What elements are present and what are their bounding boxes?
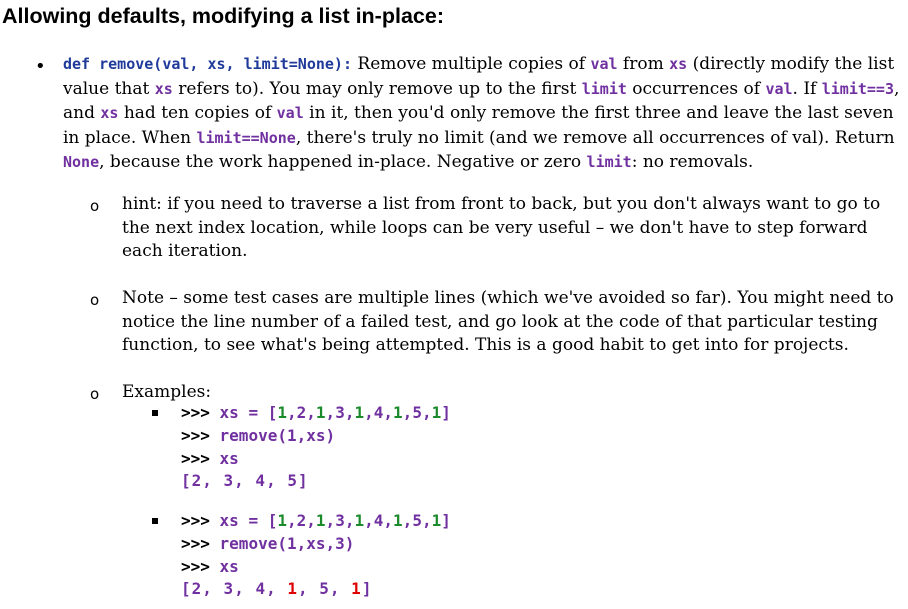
text-run: . If xyxy=(792,78,822,99)
call-text: remove(1,xs) xyxy=(209,426,336,445)
list-separator: , xyxy=(286,511,297,530)
result-item: 1 xyxy=(351,579,362,598)
list-separator: , xyxy=(421,403,432,422)
prompt: >>> xyxy=(181,534,210,553)
remove-description xyxy=(63,52,901,175)
list-item: 2 xyxy=(296,511,307,530)
note-text: Note – some test cases are multiple lines (which we've avoided so far). You might need to notice the line number of a failed test, and go look at the code of that particular testing function, to see what's being attempted. This is a good habit to get into for projects. xyxy=(122,288,894,355)
hint-bullet: o xyxy=(90,197,100,215)
list-item: 4 xyxy=(373,511,384,530)
list-item: 1 xyxy=(431,403,442,422)
list-separator: , xyxy=(402,403,413,422)
example-2-result-items xyxy=(192,579,362,598)
text-run: , there's truly no limit (and we remove all occurrences of val). Return xyxy=(295,127,895,148)
code-xs: xs xyxy=(100,104,119,123)
function-signature: def remove(val, xs, limit=None): xyxy=(63,55,352,73)
code-none: None xyxy=(63,153,100,172)
list-separator: , xyxy=(383,403,394,422)
list-separator: , xyxy=(402,511,413,530)
call-text: remove(1,xs,3) xyxy=(209,534,355,553)
result-item: 2 xyxy=(191,579,203,598)
list-item: 1 xyxy=(354,511,365,530)
example-2-bullet xyxy=(152,518,158,524)
result-separator: , xyxy=(266,579,288,598)
text-run: , and xyxy=(63,78,900,124)
hint-text: hint: if you need to traverse a list from front to back, but you don't always want to go to the next index location, while loops can be very useful – we don't have to step forward each iteration. xyxy=(122,194,881,261)
text-run: had ten copies of xyxy=(118,103,277,124)
text-run: , because the work happened in-place. Negative or zero xyxy=(99,152,587,173)
text-run: from xyxy=(617,54,670,74)
example-1-call-line xyxy=(181,426,335,446)
example-1-bullet xyxy=(152,410,158,416)
list-close: ] xyxy=(441,403,451,422)
result-close: ] xyxy=(361,579,373,598)
text-run: refers to). You may only remove up to the first xyxy=(172,78,582,99)
example-2-list-items xyxy=(277,511,441,530)
list-item: 3 xyxy=(335,511,345,530)
list-separator: , xyxy=(344,403,355,422)
list-item: 1 xyxy=(277,511,287,530)
result-item: 4 xyxy=(255,579,267,598)
list-separator: , xyxy=(383,511,394,530)
result-separator: , xyxy=(329,579,352,598)
result-item: 5 xyxy=(319,579,330,598)
prompt: >>> xyxy=(181,449,210,468)
list-item: 2 xyxy=(296,403,307,422)
example-2-show-line xyxy=(181,557,239,577)
example-2-assign-line xyxy=(181,511,451,531)
list-separator: , xyxy=(364,403,374,422)
list-item: 1 xyxy=(277,403,287,422)
code-xs: xs xyxy=(669,55,688,73)
assign-text: xs = xyxy=(209,403,268,422)
examples-label: Examples: xyxy=(122,382,212,402)
text-run: (directly modify the list value that xyxy=(63,54,895,99)
list-item: 1 xyxy=(354,403,365,422)
list-item: 5 xyxy=(412,511,422,530)
list-item: 5 xyxy=(412,403,422,422)
bullet-dot: • xyxy=(35,56,46,77)
text-run: Remove multiple copies of xyxy=(351,54,591,74)
prompt: >>> xyxy=(181,426,210,445)
result-separator: , xyxy=(298,579,320,598)
list-open: [ xyxy=(267,403,278,422)
page-heading: Allowing defaults, modifying a list in-place: xyxy=(2,4,444,28)
list-separator: , xyxy=(421,511,432,530)
prompt: >>> xyxy=(181,557,210,576)
list-item: 3 xyxy=(335,403,345,422)
example-1-assign-line xyxy=(181,403,451,423)
text-run: : no removals. xyxy=(631,152,754,173)
result-item: 3 xyxy=(223,579,235,598)
list-close: ] xyxy=(441,511,451,530)
text-run: occurrences of xyxy=(626,78,766,99)
example-2-result xyxy=(181,579,372,599)
code-limit-eq-3: limit==3 xyxy=(821,79,894,98)
example-2-call-line xyxy=(181,534,354,554)
code-limit-eq-none: limit==None xyxy=(196,128,296,147)
list-separator: , xyxy=(306,511,316,530)
prompt: >>> xyxy=(181,511,210,530)
list-item: 1 xyxy=(431,511,442,530)
note-bullet: o xyxy=(90,291,100,309)
list-separator: , xyxy=(306,403,316,422)
code-limit: limit xyxy=(581,79,627,98)
code-val: val xyxy=(590,55,618,73)
code-val: val xyxy=(276,104,304,123)
example-1-list-items xyxy=(277,403,441,422)
list-open: [ xyxy=(267,511,278,530)
list-item: 1 xyxy=(393,511,403,530)
examples-bullet: o xyxy=(90,385,100,403)
list-separator: , xyxy=(364,511,374,530)
list-item: 1 xyxy=(315,403,326,422)
list-separator: , xyxy=(286,403,297,422)
result-separator: , xyxy=(234,579,256,598)
list-separator: , xyxy=(325,403,336,422)
result-item: 1 xyxy=(287,579,298,598)
example-1-result: [2, 3, 4, 5] xyxy=(181,471,309,490)
list-separator: , xyxy=(344,511,355,530)
assign-text: xs = xyxy=(209,511,268,530)
show-text: xs xyxy=(209,449,239,468)
result-open: [ xyxy=(181,579,192,598)
list-item: 1 xyxy=(315,511,326,530)
list-item: 1 xyxy=(393,403,403,422)
show-text: xs xyxy=(209,557,239,576)
list-item: 4 xyxy=(373,403,384,422)
text-run: in it, then you'd only remove the first three and leave the last seven in place. When xyxy=(63,103,894,148)
example-1-show-line xyxy=(181,449,239,469)
code-limit: limit xyxy=(586,153,632,172)
code-val: val xyxy=(765,79,793,98)
result-separator: , xyxy=(202,579,224,598)
code-xs: xs xyxy=(154,79,173,98)
prompt: >>> xyxy=(181,403,210,422)
list-separator: , xyxy=(325,511,336,530)
